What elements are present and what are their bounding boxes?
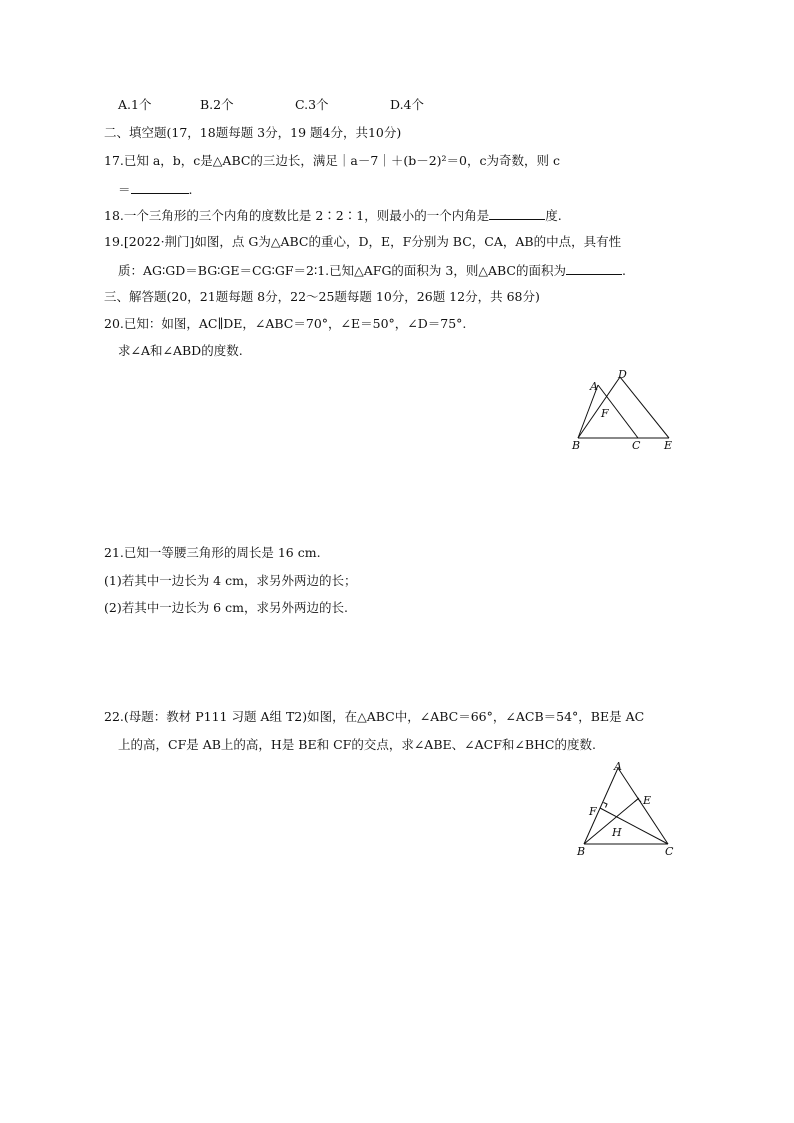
label-E: E: [664, 439, 673, 452]
answer-blank-19[interactable]: [566, 262, 622, 275]
question-21-line1: 21.已知一等腰三角形的周长是 16 cm.: [104, 545, 321, 560]
question-20-line2: 求∠A和∠ABD的度数.: [118, 343, 243, 358]
label-C: C: [632, 439, 641, 452]
label-B: B: [577, 845, 586, 858]
label-F: F: [589, 805, 597, 818]
option-c: C.3个: [295, 97, 329, 112]
figure-q22-triangle: [572, 758, 692, 858]
label-H: H: [612, 826, 622, 839]
question-22-line2: 上的高，CF是 AB上的高，H是 BE和 CF的交点，求∠ABE、∠ACF和∠BHC的度数.: [118, 737, 596, 752]
answer-blank-18[interactable]: [489, 207, 545, 220]
figure-q20-triangles: [568, 368, 688, 458]
label-A: A: [590, 380, 598, 393]
question-19-text: 质：AG∶GD＝BG∶GE＝CG∶GF＝2∶1.已知△AFG的面积为 3，则△ABC的面积为: [118, 263, 566, 278]
question-19-line2: [118, 262, 626, 279]
label-B: B: [572, 439, 581, 452]
question-17: 17.已知 a，b，c是△ABC的三边长，满足｜a－7｜＋(b－2)²＝0，c为奇数，则 c: [104, 153, 560, 168]
question-21-part1: (1)若其中一边长为 4 cm，求另外两边的长；: [104, 573, 357, 588]
label-E: E: [643, 794, 652, 807]
question-18-end: 度.: [545, 208, 562, 223]
question-22-line1: 22.(母题：教材 P111 习题 A组 T2)如图，在△ABC中，∠ABC＝66°，∠ACB＝54°，BE是 AC: [104, 709, 645, 724]
section-heading-solve: 三、解答题(20，21题每题 8分，22～25题每题 10分，26题 12分，共 68分): [104, 289, 540, 304]
equals-sign: ＝: [118, 182, 131, 197]
answer-blank-17[interactable]: [131, 181, 189, 194]
period: .: [188, 182, 193, 197]
question-18: [104, 207, 562, 224]
option-d: D.4个: [390, 97, 425, 112]
option-b: B.2个: [200, 97, 234, 112]
section-heading-fill-blank: 二、填空题(17，18题每题 3分，19 题4分，共10分): [104, 125, 402, 140]
label-D: D: [618, 368, 627, 381]
label-F: F: [601, 407, 609, 420]
answer-options: [118, 97, 424, 113]
question-18-text: 18.一个三角形的三个内角的度数比是 2∶2∶1，则最小的一个内角是: [104, 208, 490, 223]
question-17-answer-line: [118, 181, 193, 198]
question-21-part2: (2)若其中一边长为 6 cm，求另外两边的长.: [104, 600, 348, 615]
option-a: A.1个: [118, 97, 152, 112]
question-20-line1: 20.已知：如图，AC∥DE，∠ABC＝70°，∠E＝50°，∠D＝75°.: [104, 316, 467, 331]
question-19-end: .: [621, 263, 626, 278]
label-C: C: [665, 845, 674, 858]
label-A: A: [614, 760, 622, 773]
question-19-line1: 19.[2022·荆门]如图，点 G为△ABC的重心，D，E，F分别为 BC，CA，AB的中点，具有性: [104, 234, 622, 249]
